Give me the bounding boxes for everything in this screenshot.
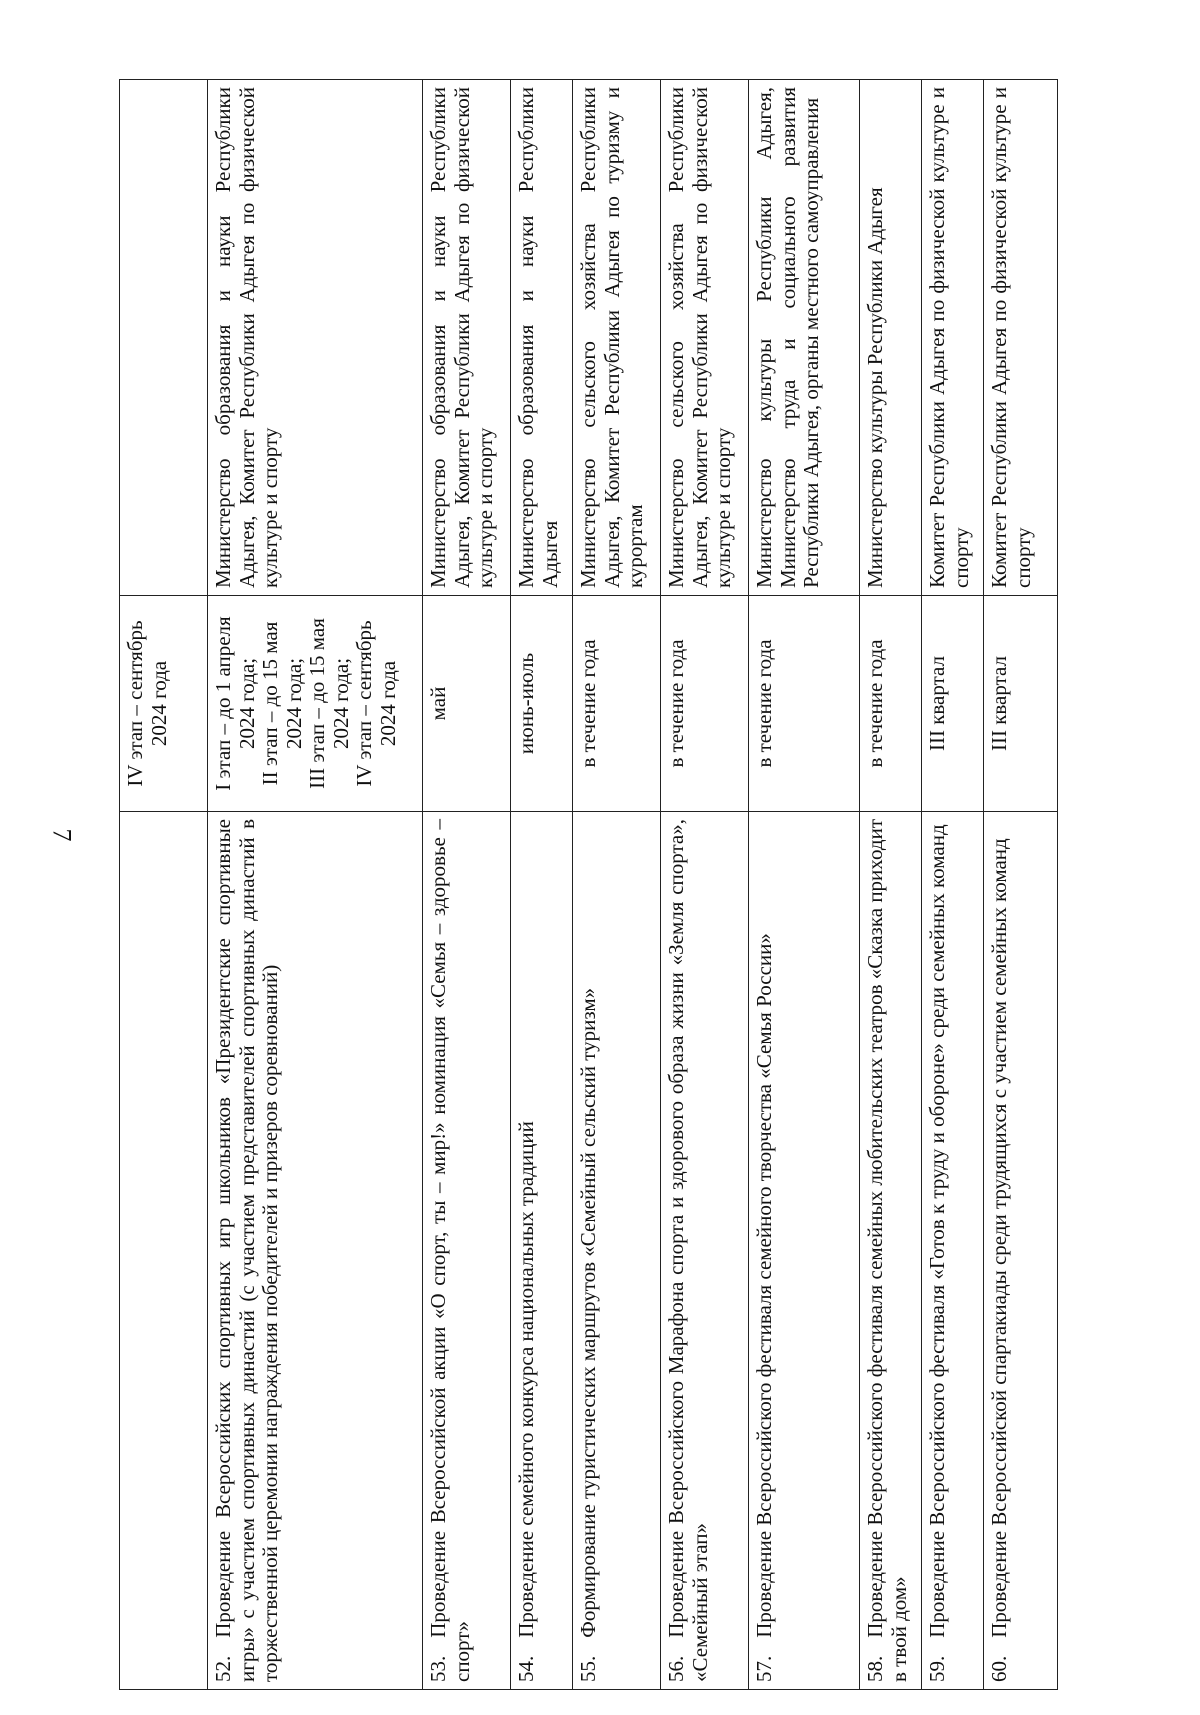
- event-name-cell: [860, 812, 922, 1690]
- table-row: [984, 80, 1058, 1690]
- event-date: май: [423, 596, 511, 812]
- row-number: 54.: [514, 1655, 538, 1682]
- event-name-cell: [922, 812, 984, 1690]
- event-date: в течение года: [860, 596, 922, 812]
- event-date: III квартал: [922, 596, 984, 812]
- row-number: 58.: [863, 1655, 887, 1682]
- responsible-party: Министерство культуры Республики Адыгея: [860, 80, 922, 596]
- responsible-party: Министерство образования и науки Республики Адыгея, Комитет Республики Адыгея по физической культуре и спорту: [423, 80, 511, 596]
- table-row: [208, 80, 423, 1690]
- event-name-cell: [749, 812, 860, 1690]
- event-name: Проведение Всероссийского Марафона спорта и здорового образа жизни «Земля спорта», «Семейный этап»: [664, 819, 712, 1682]
- table-row: [661, 80, 749, 1690]
- event-name: Проведение семейного конкурса национальных традиций: [514, 1121, 538, 1638]
- event-name-cell: [573, 812, 661, 1690]
- event-date: IV этап – сентябрь 2024 года: [120, 596, 208, 812]
- responsible-party: Министерство образования и науки Республики Адыгея, Комитет Республики Адыгея по физической культуре и спорту: [208, 80, 423, 596]
- page-number: 7: [47, 828, 77, 842]
- event-name: Проведение Всероссийского фестиваля «Готов к труду и обороне» среди семейных команд: [925, 824, 949, 1638]
- row-number: 55.: [576, 1655, 600, 1682]
- event-name-cell: [511, 812, 573, 1690]
- event-date: I этап – до 1 апреля 2024 года; II этап – до 15 мая 2024 года; III этап – до 15 мая 2024 года; IV этап – сентябрь 2024 года: [208, 596, 423, 812]
- row-number: 56.: [664, 1655, 688, 1682]
- table-row: [120, 80, 208, 1690]
- responsible-party: Комитет Республики Адыгея по физической культуре и спорту: [984, 80, 1058, 596]
- event-date: в течение года: [661, 596, 749, 812]
- event-name-cell: [208, 812, 423, 1690]
- event-date: в течение года: [749, 596, 860, 812]
- event-name: Проведение Всероссийского фестиваля семейных любительских театров «Сказка приходит в твой дом»: [863, 819, 911, 1682]
- event-name: Проведение Всероссийской спартакиады среди трудящихся с участием семейных команд: [987, 838, 1011, 1638]
- event-name-cell: [120, 812, 208, 1690]
- event-name: Проведение Всероссийской акции «О спорт, ты – мир!» номинация «Семья – здоровье – спорт»: [426, 819, 474, 1682]
- row-number: 52.: [211, 1655, 235, 1682]
- responsible-party: Министерство сельского хозяйства Республики Адыгея, Комитет Республики Адыгея по туризму и курортам: [573, 80, 661, 596]
- responsible-party: Министерство сельского хозяйства Республики Адыгея, Комитет Республики Адыгея по физической культуре и спорту: [661, 80, 749, 596]
- row-number: 53.: [426, 1655, 450, 1682]
- row-number: 57.: [752, 1655, 776, 1682]
- event-name-cell: [661, 812, 749, 1690]
- rotated-table-container: [119, 80, 1079, 1690]
- responsible-party: Министерство культуры Республики Адыгея, Министерство труда и социального развития Республики Адыгея, органы местного самоуправления: [749, 80, 860, 596]
- responsible-party: Комитет Республики Адыгея по физической культуре и спорту: [922, 80, 984, 596]
- event-date: III квартал: [984, 596, 1058, 812]
- row-number: 60.: [987, 1655, 1011, 1682]
- table-row: [749, 80, 860, 1690]
- row-number: 59.: [925, 1655, 949, 1682]
- table-row: [860, 80, 922, 1690]
- responsible-party: Министерство образования и науки Республики Адыгея: [511, 80, 573, 596]
- event-name-cell: [423, 812, 511, 1690]
- event-name: Проведение Всероссийских спортивных игр школьников «Президентские спортивные игры» с участием спортивных династий (с участием представителей спортивных династий в торжественной церемонии награждения победителей и призеров соревнований): [211, 819, 283, 1682]
- table-row: [511, 80, 573, 1690]
- table-row: [922, 80, 984, 1690]
- responsible-party: [120, 80, 208, 596]
- event-name: Формирование туристических маршрутов «Семейный сельский туризм»: [576, 987, 600, 1638]
- event-date: июнь-июль: [511, 596, 573, 812]
- table-row: [423, 80, 511, 1690]
- event-name: Проведение Всероссийского фестиваля семейного творчества «Семья России»: [752, 933, 776, 1638]
- table-row: [573, 80, 661, 1690]
- event-date: в течение года: [573, 596, 661, 812]
- event-name-cell: [984, 812, 1058, 1690]
- events-table: [119, 79, 1058, 1690]
